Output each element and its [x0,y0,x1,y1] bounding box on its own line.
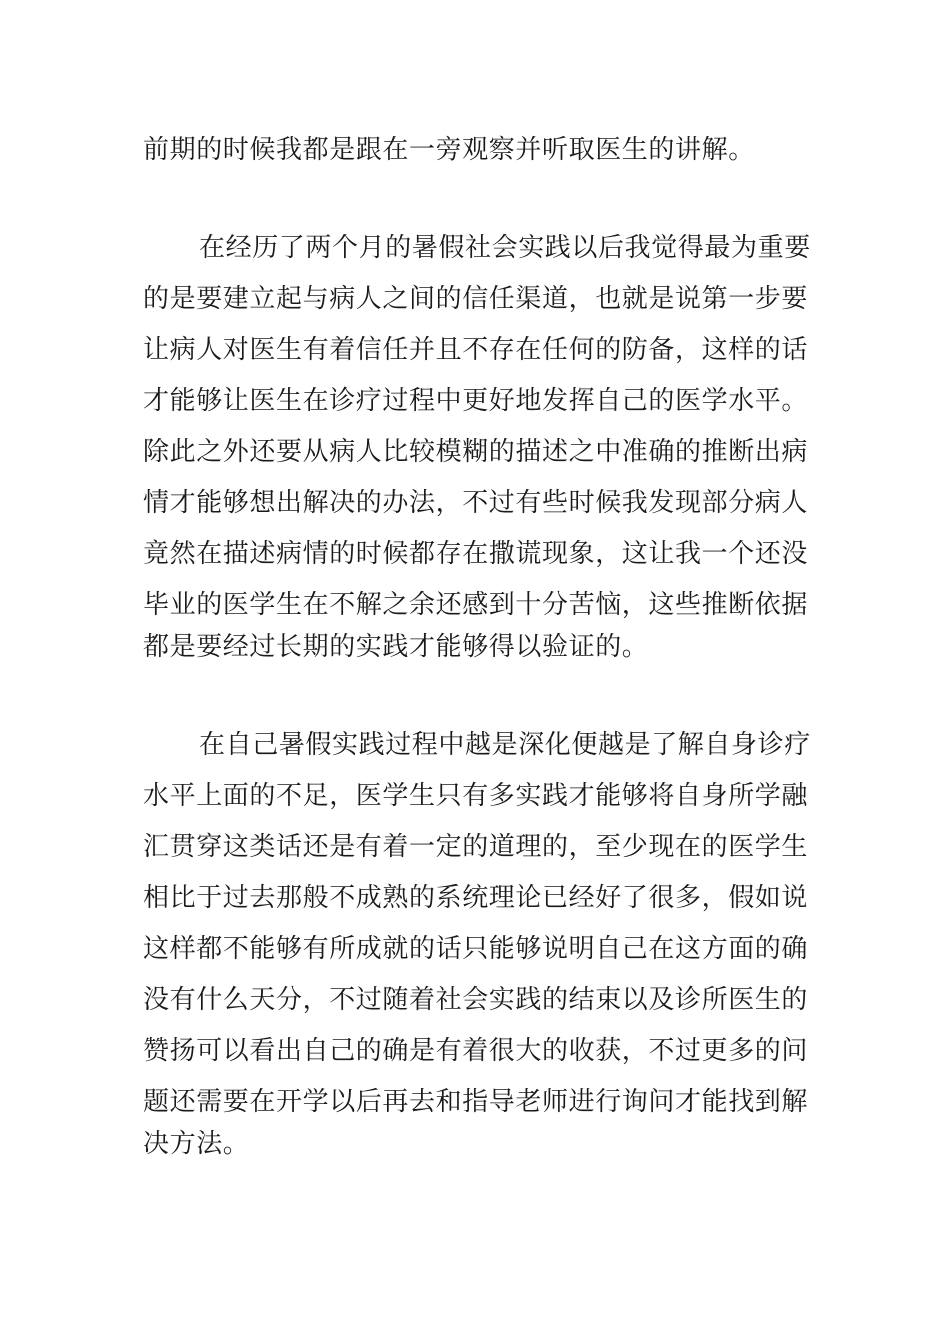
text-line: 在自己暑假实践过程中越是深化便越是了解自身诊疗 [199,730,811,760]
text-line: 水平上面的不足，医学生只有多实践才能够将自身所学融 [143,781,809,811]
text-line: 都是要经过长期的实践才能够得以验证的。 [143,632,649,662]
text-line: 没有什么天分，不过随着社会实践的结束以及诊所医生的 [143,985,809,1015]
text-line: 赞扬可以看出自己的确是有着很大的收获，不过更多的问 [143,1036,809,1066]
text-line: 在经历了两个月的暑假社会实践以后我觉得最为重要 [199,233,811,263]
text-line: 相比于过去那般不成熟的系统理论已经好了很多，假如说 [143,883,809,913]
text-line: 前期的时候我都是跟在一旁观察并听取医生的讲解。 [143,135,755,165]
text-line: 题还需要在开学以后再去和指导老师进行询问才能找到解 [143,1087,809,1117]
text-line: 的是要建立起与病人之间的信任渠道，也就是说第一步要 [143,284,809,314]
text-line: 这样都不能够有所成就的话只能够说明自己在这方面的确 [143,934,809,964]
text-line: 决方法。 [143,1129,250,1159]
text-line: 除此之外还要从病人比较模糊的描述之中准确的推断出病 [143,437,809,467]
text-line: 让病人对医生有着信任并且不存在任何的防备，这样的话 [143,335,809,365]
text-line: 汇贯穿这类话还是有着一定的道理的，至少现在的医学生 [143,832,809,862]
text-line: 毕业的医学生在不解之余还感到十分苦恼，这些推断依据 [143,590,809,620]
text-line: 才能够让医生在诊疗过程中更好地发挥自己的医学水平。 [143,386,809,416]
text-line: 竟然在描述病情的时候都存在撒谎现象，这让我一个还没 [143,539,809,569]
text-line: 情才能够想出解决的办法，不过有些时候我发现部分病人 [143,488,809,518]
